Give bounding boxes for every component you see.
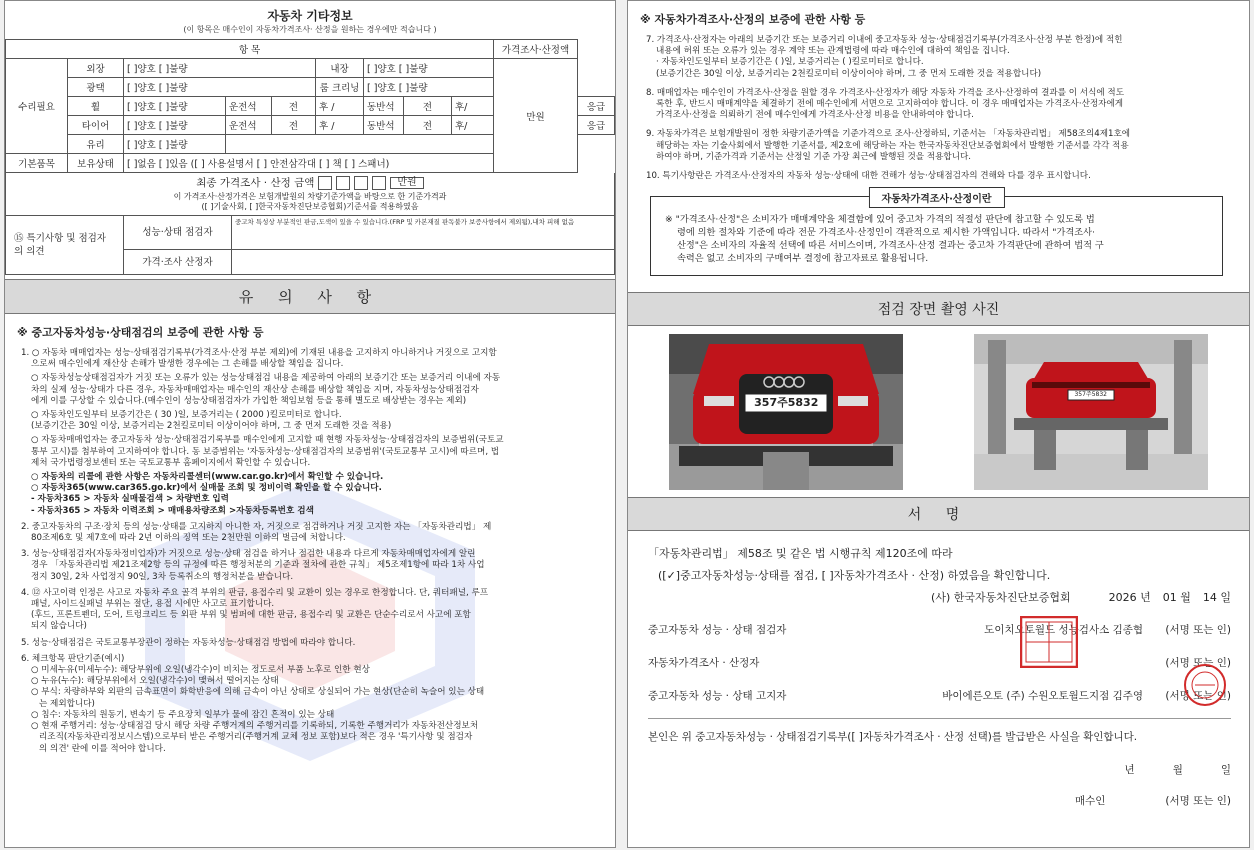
signer-sign[interactable]: (서명 또는 인) (1165, 690, 1231, 703)
price-unit: 만원 (494, 59, 578, 173)
note-text: 9. 자동차가격은 보험개발원이 정한 차량기준가액을 기준가격으로 조사·산정하되, 기준서는 「자동차관리법」 제58조의4제1호에 (646, 129, 1131, 140)
final-price-box (5, 173, 615, 216)
opinion-price-label: 가격·조사 산정자 (124, 250, 232, 275)
wheel-front: 전 (272, 97, 316, 116)
note-text: 10. 특기사항란은 가격조사·산정자의 자동차 성능·상태에 대한 견해가 성능·상태점검자의 견해와 다를 경우 표시합니다. (646, 171, 1091, 182)
note-text: 차의 실제 성능·상태가 다른 경우, 자동차매매업자는 매수인의 재산상 손해를 배상할 책임을 지며, 자동차성능상태점검자 (31, 384, 479, 395)
wheel-front2: 전 (404, 97, 452, 116)
buyer-day: 일 (1220, 764, 1231, 777)
note-6 (21, 654, 603, 755)
row-interior: 내장 (316, 59, 364, 78)
opinion-inspector-text: 중고차 특성상 부분적인 판금,도색이 있을 수 있습니다.(FRP 및 카본재질 판독불가 보증사항에서 제외됨),내차 피해 없음 (232, 216, 614, 250)
license-plate-front: 357주5832 (754, 396, 819, 410)
final-note-1: 이 가격조사·산정가격은 보험개발원의 차량기준가액을 바탕으로 한 기준가격과 (173, 192, 447, 201)
note-text: ○ 침수: 자동차의 원동기, 변속기 등 주요장치 일부가 물에 잠긴 흔적이 있는 상태 (31, 709, 335, 720)
row-wheel: 휠 (68, 97, 124, 116)
note-text: 제처 국가법령정보센터 또는 국토교통부 홈페이지에서 확인할 수 있습니다. (31, 457, 311, 468)
note-10 (646, 171, 1235, 182)
row-tire: 타이어 (68, 116, 124, 135)
signer-inspector (648, 613, 1231, 646)
other-info-title: 자동차 기타정보 (267, 9, 353, 23)
note-text: ○ 누유(누수): 해당부위에서 오일(냉각수)이 맺혀서 떨어지는 상태 (31, 676, 279, 687)
row-glass: 유리 (68, 135, 124, 154)
buyer-confirm: 본인은 위 중고자동차성능 · 상태점검기록부([ ]자동차가격조사 · 산정 선택)를 발급받은 사실을 확인합니다. (648, 718, 1231, 744)
note-text: 3. 성능·상태점검자(자동차정비업자)가 거짓으로 성능·상태 점검을 하거나 점검한 내용과 다르게 자동차매매업자에게 알린 (21, 549, 476, 560)
other-info-subtitle: (이 항목은 매수인이 자동차가격조사· 산정을 원하는 경우에만 적습니다 ) (183, 25, 437, 34)
inspection-photo-rear[interactable] (974, 334, 1208, 490)
note-text: 2. 중고자동차의 구조·장치 등의 성능·상태를 고지하지 아니한 자, 거짓으로 점검하거나 거짓 고지한 자는 「자동차관리법」 제 (21, 521, 492, 532)
tire-emergency: 응급 (578, 116, 615, 135)
date-day: 14 일 (1202, 591, 1231, 605)
tire-options[interactable]: [ ]양호 [ ]불량 (124, 116, 226, 135)
wheel-emergency: 응급 (578, 97, 615, 116)
definition-text: ※ "가격조사·산정"은 소비자가 매매계약을 체결함에 있어 중고차 가격의 적절성 판단에 참고할 수 있도록 법 (665, 214, 1095, 226)
note-text: ○ 부식: 차량하부와 외판의 금속표면이 화학반응에 의해 금속이 아닌 상태로 상실되어 가는 현상(단순히 녹슬어 있는 상태 (31, 687, 485, 698)
opinion-table (5, 216, 615, 275)
note-text: 8. 매매업자는 매수인이 가격조사·산정을 원할 경우 가격조사·산정자가 해당 자동차 가격을 조사·산정하여 결과를 이 서식에 적도 (646, 87, 1125, 98)
signer-sign[interactable]: (서명 또는 인) (1165, 624, 1231, 637)
note-3 (21, 549, 603, 583)
left-page (4, 0, 616, 848)
law-line: 「자동차관리법」 제58조 및 같은 법 시행규칙 제120조에 따라 (648, 547, 953, 561)
note-text: 되지 않습니다) (31, 621, 87, 632)
association-seal-icon (1020, 616, 1078, 668)
wheel-options[interactable]: [ ]양호 [ ]불량 (124, 97, 226, 116)
tire-front: 전 (272, 116, 316, 135)
caution-banner: 유 의 사 항 (5, 279, 615, 314)
date-row (648, 589, 1231, 605)
row-gloss: 광택 (68, 78, 124, 97)
signature-banner: 서 명 (628, 498, 1249, 531)
signer-notifier (648, 679, 1231, 712)
note-1 (21, 348, 603, 517)
buyer-month: 월 (1172, 764, 1183, 777)
interior-options[interactable]: [ ]양호 [ ]불량 (364, 59, 494, 78)
wheel-driver: 운전석 (226, 97, 272, 116)
note-text: (보증기간은 30일 이상, 보증거리는 2천킬로미터 이상이어야 하며, 그 중 먼저 도래한 것을 적용합니다) (656, 68, 1042, 79)
final-note-2: ([ ]기술사회, [ ]한국자동차진단보증협회)기준서를 적용하였음 (201, 202, 419, 211)
note-text: 정지 30일, 2차 사업정지 90일, 3차 등록취소의 행정처분을 받습니다. (31, 571, 294, 582)
note-text: (후드, 프론트펜더, 도어, 트렁크리드 등 외판 부위 및 범퍼에 대한 판금, 용접수리 및 교환은 단순수리로서 사고에 포함 (31, 610, 471, 621)
final-price-label: 최종 가격조사 · 산정 금액 (196, 177, 315, 189)
price-warranty-notes (628, 35, 1249, 182)
definition-text: 산정"은 소비자의 자율적 선택에 따른 서비스이며, 가격조사·산정 결과는 중고차 가격판단에 관하여 법적 구 (677, 240, 1104, 252)
inspection-photos (628, 326, 1249, 498)
note-text: - 자동차365 > 자동차 이력조회 > 매매용차량조회 >자동차등록번호 검색 (31, 505, 314, 516)
check-line: ([✓]중고자동차성능·상태를 점검, [ ]자동차가격조사 · 산정) 하였음을 확인합니다. (658, 569, 1051, 583)
signer-org: 도이치오토월드 성능검사소 김종협 (984, 624, 1143, 637)
definition-title: 자동차가격조사·산정이란 (868, 187, 1004, 208)
signer-org: 바이에른오토 (주) 수원오토월드지점 김주영 (942, 690, 1143, 703)
definition-text: 속력은 없고 소비자의 구매여부 결정에 참고자료로 활용됩니다. (677, 253, 929, 265)
note-text: - 자동차365 > 자동차 실매물검색 > 차량번호 입력 (31, 494, 229, 505)
warranty-notes (5, 348, 615, 755)
note-text: ○ 자동차매매업자는 중고자동차 성능·상태점검기록부를 매수인에게 고지할 때 현행 자동차성능·상태점검자의 보증범위(국토교 (31, 435, 504, 446)
note-8 (646, 88, 1235, 122)
buyer-label: 매수인 (1074, 795, 1106, 808)
tire-front2: 전 (404, 116, 452, 135)
buyer-sign[interactable]: (서명 또는 인) (1165, 795, 1231, 808)
note-text: ○ 자동차인도일부터 보증기간은 ( 30 )일, 보증거리는 ( 2000 )킬로미터로 합니다. (31, 410, 342, 421)
opinion-inspector-label: 성능·상태 점검자 (124, 216, 232, 250)
signer-price (648, 646, 1231, 679)
group-repair: 수리필요 (6, 59, 68, 154)
note-text: 해당하는 자는 기술사회에서 발행한 기준서를, 제2호에 해당하는 자는 한국자동차진단보증협회에서 발행한 기준서를 각각 적용 (656, 140, 1129, 151)
digit-box[interactable] (336, 176, 350, 190)
note-text: (보증기간은 30일 이상, 보증거리는 2천킬로미터 이상이어야 하며, 그 중 먼저 도래한 것을 적용) (31, 421, 392, 432)
note-2 (21, 522, 603, 544)
note-text: 리조직(자동차관리정보시스템)으로부터 받은 주행거리(주행거계 교체 정보 포함)보다 적은 경우 '특기사항 및 점검자 (39, 732, 473, 743)
note-text: 하여야 하며, 기준가격과 기준서는 산정일 기준 가장 최근에 발행된 것을 적용합니다. (656, 151, 972, 162)
opinion-label: ⑮ 특기사항 및 점검자의 의견 (6, 216, 124, 274)
note-text: 5. 성능·상태점검은 국토교통부장관이 정하는 자동차성능·상태점검 방법에 따라야 합니다. (21, 637, 356, 648)
digit-box[interactable] (354, 176, 368, 190)
tire-rear: 후 / (316, 116, 364, 135)
tire-passenger: 동반석 (364, 116, 404, 135)
header-item: 항 목 (6, 40, 494, 59)
note-text: 내용에 허위 또는 오류가 있는 경우 계약 또는 관계법령에 따라 매수인에 대하여 책임을 집니다. (656, 46, 1010, 57)
final-price-unit: 만원 (390, 177, 423, 189)
note-text: 통부 고시)를 첨부하여 고지하여야 합니다. 동 보증범위는 '자동차성능·상태점검자의 보증범위'(국토교통부 고시)에 따르며, 법 (31, 446, 500, 457)
date-month: 01 월 (1162, 591, 1191, 605)
signature-section (628, 531, 1249, 808)
date-year: 2026 년 (1108, 591, 1151, 605)
header-price: 가격조사·산정액 (494, 40, 578, 59)
wheel-rear: 후 / (316, 97, 364, 116)
note-text: 패널, 사이드실패널 부위는 절단, 용접 시에만 사고로 표기합니다. (31, 599, 275, 610)
note-text: ○ 자동차365(www.car365.go.kr)에서 실매물 조회 및 정비이력 확인을 할 수 있습니다. (31, 483, 382, 494)
note-text: 의 의견' 란에 이를 적어야 합니다. (39, 743, 166, 754)
association-name: (사) 한국자동차진단보증협회 (931, 591, 1071, 605)
digit-box[interactable] (318, 176, 332, 190)
note-text: 록한 후, 반드시 매매계약을 체결하기 전에 매수인에게 서면으로 고지하여야 합니다. 이 경우 매매업자는 가격조사·산정자에게 (656, 99, 1124, 110)
note-text: 80조제6호 및 제7호에 따라 2년 이하의 징역 또는 2천만원 이하의 벌금에 처합니다. (31, 533, 346, 544)
row-room-cleaning: 룸 크리닝 (316, 78, 364, 97)
note-text: 경우 「자동차관리법 제21조제2항 등의 규정에 따른 행정처분의 기준과 절차에 관한 규칙」 제5조제1항에 따라 1차 사업 (31, 560, 485, 571)
license-plate-rear: 357주5832 (1074, 391, 1108, 399)
wheel-passenger: 동반석 (364, 97, 404, 116)
note-5 (21, 638, 603, 649)
note-text: · 자동차인도일부터 보증기간은 ( )일, 보증거리는 ( )킬로미터로 합니다. (656, 57, 924, 68)
digit-box[interactable] (372, 176, 386, 190)
wheel-rear2: 후/ (452, 97, 494, 116)
signer-sign[interactable]: (서명 또는 인) (1165, 657, 1231, 670)
tire-driver: 운전석 (226, 116, 272, 135)
note-text: 으로써 매수인에게 재산상 손해가 발생한 경우에는 그 손해를 배상할 책임을 집니다. (31, 359, 344, 370)
definition-text: 령에 의한 절차와 기준에 따라 전문 가격조사·산정인이 객관적으로 제시한 가액입니다. 따라서 "가격조사· (677, 227, 1095, 239)
note-text: 6. 체크항목 판단기준(예시) (21, 653, 125, 664)
inspector-seal-icon (1183, 663, 1227, 707)
note-text: ○ 자동차의 리콜에 관한 사항은 자동차리콜센터(www.car.go.kr)에서 확인할 수 있습니다. (31, 472, 384, 483)
car-front-photo-icon (669, 334, 903, 490)
exterior-options[interactable]: [ ]양호 [ ]불량 (124, 59, 316, 78)
row-exterior: 외장 (68, 59, 124, 78)
warranty-section-title: ※ 중고자동차성능·상태점검의 보증에 관한 사항 등 (17, 326, 264, 339)
opinion-price-text[interactable] (232, 250, 614, 275)
room-options[interactable]: [ ]양호 [ ]불량 (364, 78, 494, 97)
glass-options[interactable]: [ ]양호 [ ]불량 (124, 135, 226, 154)
note-9 (646, 129, 1235, 163)
group-basic: 기본품목 (6, 154, 68, 173)
note-text: ○ 자동차성능상태점검자가 거짓 또는 오류가 있는 성능상태점검 내용을 제공하여 아래의 보증기간 또는 보증거리 이내에 자동 (31, 373, 501, 384)
note-text: 가격조사·산정을 의뢰하기 전에 매수인에게 가격조사·산정 비용을 안내하여야 합니다. (656, 110, 974, 121)
note-text: ○ 현재 주행거리: 성능·상태점검 당시 해당 차량 주행거계의 주행거리를 기록하되, 기록한 주행거리가 자동차전산정보처 (31, 721, 479, 732)
note-text: 1. ○ 자동차 매매업자는 성능·상태점검기록부(가격조사·산정 부분 제외)에 기재된 내용을 고지하지 아니하거나 거짓으로 고지함 (21, 348, 497, 358)
note-text: 7. 가격조사·산정자는 아래의 보증기간 또는 보증거리 이내에 중고자동차 성능·상태점검기록부(가격조사·산정 부분 한정)에 적힌 (646, 35, 1123, 45)
definition-box (650, 196, 1223, 276)
note-4 (21, 588, 603, 633)
note-text: 는 제외합니다) (39, 698, 95, 709)
price-warranty-title: ※ 자동차가격조사·산정의 보증에 관한 사항 등 (640, 13, 866, 26)
note-7 (646, 35, 1235, 80)
right-page (627, 0, 1250, 848)
signer-role: 중고자동차 성능 · 상태 점검자 (648, 624, 787, 637)
car-rear-photo-icon (974, 334, 1208, 490)
buyer-year: 년 (1124, 764, 1135, 777)
note-text: ○ 미세누유(미세누수): 해당부위에 오일(냉각수)이 비치는 정도로서 부품 노후로 인한 현상 (31, 665, 370, 676)
note-text: 에게 이를 구상할 수 있습니다.(매수인이 성능상태점검자가 가입한 책임보험 등을 통해 별도로 배상받는 경우는 제외) (31, 395, 467, 406)
buyer-row (648, 793, 1231, 808)
owned-options[interactable]: [ ]없음 [ ]있음 ([ ] 사용설명서 [ ] 안전삼각대 [ ] 책 [ ] 스패너) (124, 154, 494, 173)
glass-empty (226, 135, 578, 154)
buyer-date (648, 762, 1231, 777)
photo-banner: 점검 장면 촬영 사진 (628, 292, 1249, 326)
inspection-photo-front[interactable] (669, 334, 903, 490)
other-info-table (5, 39, 615, 173)
row-owned: 보유상태 (68, 154, 124, 173)
note-text: 4. ⑫ 사고이력 인정은 사고로 자동차 주요 골격 부위의 판금, 용접수리 및 교환이 있는 경우로 한정합니다. 단, 쿼터패널, 루프 (21, 587, 489, 598)
gloss-options[interactable]: [ ]양호 [ ]불량 (124, 78, 316, 97)
signer-role: 자동차가격조사 · 산정자 (648, 657, 760, 670)
tire-rear2: 후/ (452, 116, 494, 135)
signer-role: 중고자동차 성능 · 상태 고지자 (648, 690, 787, 703)
